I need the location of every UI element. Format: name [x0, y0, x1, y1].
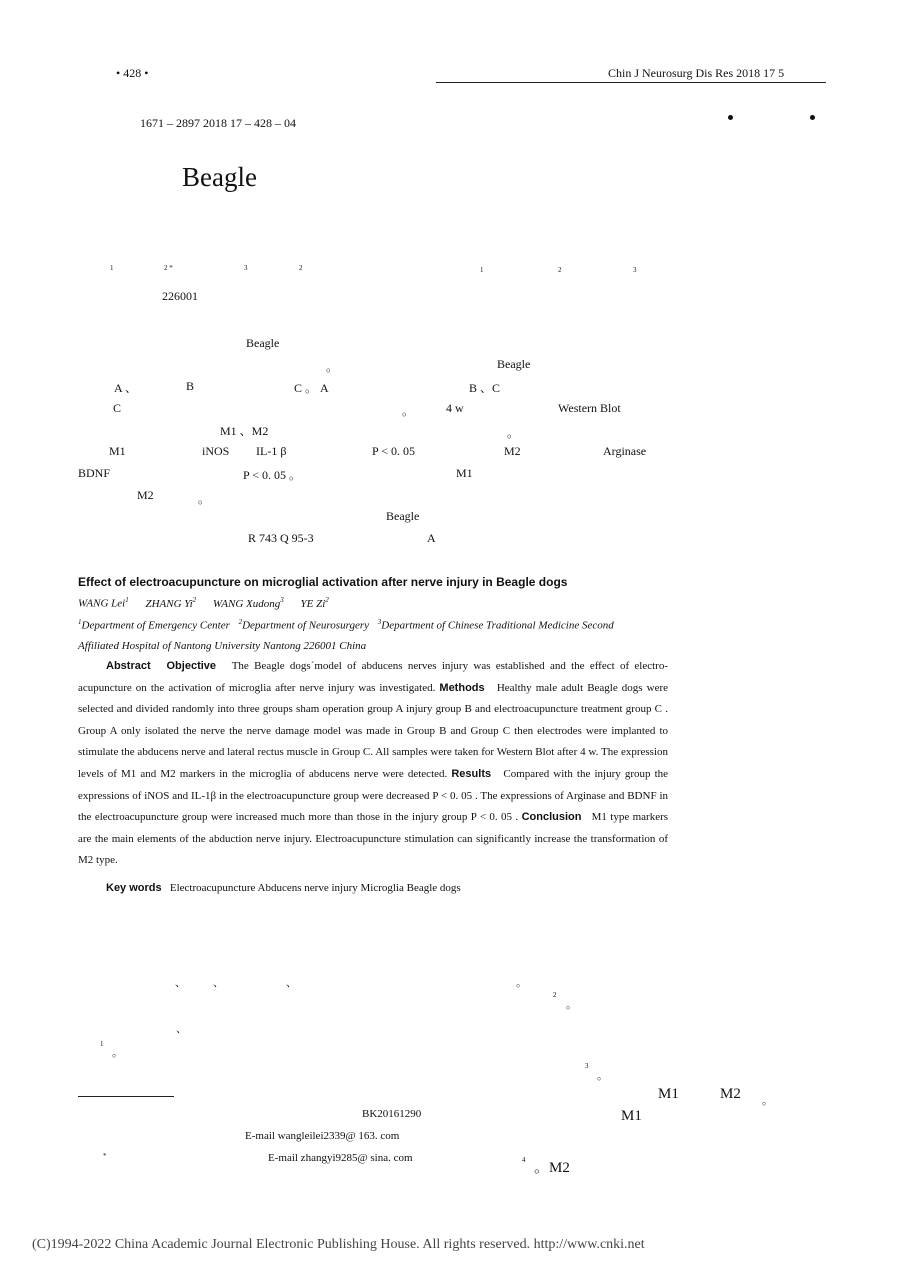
cn-abs-text: Beagle — [497, 357, 531, 371]
author-sup: 2 — [325, 596, 329, 604]
cn-abs-text: A 、 — [114, 381, 138, 395]
grant-number: BK20161290 — [362, 1108, 422, 1120]
cn-abs-text: M1 — [456, 466, 473, 480]
aff-sup: 3 — [377, 618, 382, 626]
aff-sup: 2 — [238, 618, 243, 626]
body-term: M1 — [621, 1108, 642, 1124]
footnote-rule — [78, 1096, 174, 1097]
cn-abs-text: M2 — [504, 444, 521, 458]
body-punct: 、 — [175, 977, 186, 989]
author-name: WANG Lei — [78, 597, 126, 610]
abstract-label: Abstract — [106, 660, 151, 672]
email-1: E-mail wangleilei2339@ 163. com — [245, 1130, 400, 1142]
bullet-dot-right — [810, 115, 815, 120]
author-sup: 3 — [280, 596, 284, 604]
body-punct: 。 — [516, 977, 527, 989]
author-sup: 3 — [244, 264, 248, 272]
methods-text: Healthy male adult Beagle dogs were selected and divided randomly into three groups sham operation group A injury group B and electroacupuncture treatment group C . Group A only isolated the nerve the nerve damage model was made in Group B and Group C then electrodes were implanted to stimulate the abducens nerve and lateral rectus muscle in Group C. All samples were taken for Western Blot after 4 w. The expression levels of M1 and M2 markers in the microglia of abducens nerve were detected. — [78, 681, 669, 780]
body-term: M2 — [720, 1086, 741, 1102]
keywords-text: Electroacupuncture Abducens nerve injury Microglia Beagle dogs — [169, 881, 461, 894]
affiliation-text: Department of Emergency Center — [81, 619, 230, 632]
body-punct: 、 — [286, 977, 297, 989]
author-name: YE Zi — [300, 597, 326, 610]
objective-label: Objective — [166, 660, 217, 672]
ref-sup: 4 — [522, 1156, 526, 1164]
cn-abs-text: M1 — [109, 444, 126, 458]
body-punct: 、 — [213, 977, 224, 989]
objective-text: The Beagle dogs´model of abducens nerves injury was established and the effect of electro-acupuncture on the activation of microglia after nerve injury was investigated. — [78, 660, 668, 694]
author-sup: 3 — [633, 266, 637, 274]
clc-number: R 743 Q 95-3 — [248, 531, 314, 545]
article-id: 1671 – 2897 2018 17 – 428 – 04 — [140, 116, 296, 130]
results-text: Compared with the injury group the expressions of iNOS and IL-1β in the electroacupuncture group were decreased P < 0. 05 . The expressions of Arginase and BDNF in the electroacupuncture group were increased much more than those in the injury group P < 0. 05 . — [78, 767, 669, 824]
cn-abs-text: M2 — [137, 488, 154, 502]
header-rule — [436, 82, 826, 83]
author-sup: 2 — [558, 266, 562, 274]
english-title: Effect of electroacupuncture on microglial activation after nerve injury in Beagle dogs — [78, 575, 568, 589]
affiliation-line-2: Affiliated Hospital of Nantong University Nantong 226001 China — [78, 640, 367, 652]
cn-abs-text: 4 w — [446, 401, 464, 415]
english-abstract — [78, 656, 668, 900]
body-punct: 、 — [176, 1023, 187, 1035]
journal-citation: Chin J Neurosurg Dis Res 2018 17 5 — [608, 66, 785, 80]
document-code: A — [427, 531, 436, 545]
body-punct: 。 — [762, 1095, 773, 1107]
author-sup: 2 — [299, 264, 303, 272]
copyright-footer: (C)1994-2022 China Academic Journal Electronic Publishing House. All rights reserved. http://www.cnki.net — [32, 1237, 645, 1252]
body-term: 。M2 — [534, 1160, 570, 1176]
cn-abs-text: C — [113, 401, 122, 415]
author-name: WANG Xudong — [212, 597, 281, 610]
affiliation-text: Department of Chinese Traditional Medicine Second — [381, 619, 614, 632]
email-2: E-mail zhangyi9285@ sina. com — [268, 1152, 413, 1164]
author-name: ZHANG Yi — [145, 597, 193, 610]
keywords-label: Key words — [106, 881, 162, 894]
body-term: M1 — [658, 1086, 679, 1102]
cn-abs-text: B — [186, 379, 195, 393]
cn-abs-text: iNOS — [202, 444, 230, 458]
cn-abs-text: Western Blot — [558, 401, 621, 415]
footnote-star: * — [103, 1152, 107, 1160]
cn-abs-text: Arginase — [603, 444, 647, 458]
cn-abs-text: Beagle — [246, 336, 280, 350]
ref-sup: 1 — [100, 1040, 104, 1048]
author-sup: 1 — [110, 264, 114, 272]
cn-abs-text: P < 0. 05 — [372, 444, 415, 458]
body-punct: 。 — [112, 1047, 123, 1059]
results-label: Results — [451, 767, 492, 780]
cn-abs-text: 。 — [507, 426, 520, 440]
page-number: • 428 • — [116, 66, 149, 80]
affiliation-line-1 — [78, 618, 614, 632]
author-sup: 2 — [192, 596, 197, 604]
body-punct: 。 — [566, 999, 577, 1011]
cn-abs-text: IL-1 β — [256, 444, 287, 458]
body-punct: 。 — [597, 1070, 608, 1082]
cn-abs-text: 。 — [326, 360, 339, 374]
cn-abs-text: BDNF — [78, 466, 111, 480]
bullet-dot-left — [728, 115, 733, 120]
author-sup: 1 — [125, 596, 129, 604]
conclusion-label: Conclusion — [521, 811, 582, 824]
article-title: Beagle — [182, 162, 257, 192]
affiliation-text: Department of Neurosurgery — [242, 619, 370, 632]
postal-code: 226001 — [162, 289, 198, 303]
ref-sup: 2 — [553, 991, 557, 999]
author-sup: 2 * — [164, 264, 173, 272]
aff-sup: 1 — [78, 618, 82, 626]
cn-abs-text: 。 — [402, 404, 415, 418]
methods-label: Methods — [439, 681, 485, 694]
ref-sup: 3 — [585, 1062, 589, 1070]
english-authors — [78, 596, 329, 610]
cn-abs-text: P < 0. 05 。 — [243, 468, 301, 482]
conclusion-text: M1 type markers are the main elements of the abduction nerve injury. Electroacupuncture stimulation can significantly increase the transformation of M2 type. — [78, 811, 669, 867]
cn-abs-text: 。 — [198, 492, 211, 506]
cn-abs-text: C 。 A — [294, 381, 329, 395]
cn-abs-text: B 、C — [469, 381, 501, 395]
author-sup: 1 — [480, 266, 484, 274]
cn-keywords: Beagle — [386, 509, 420, 523]
cn-abs-text: M1 、M2 — [220, 424, 269, 438]
